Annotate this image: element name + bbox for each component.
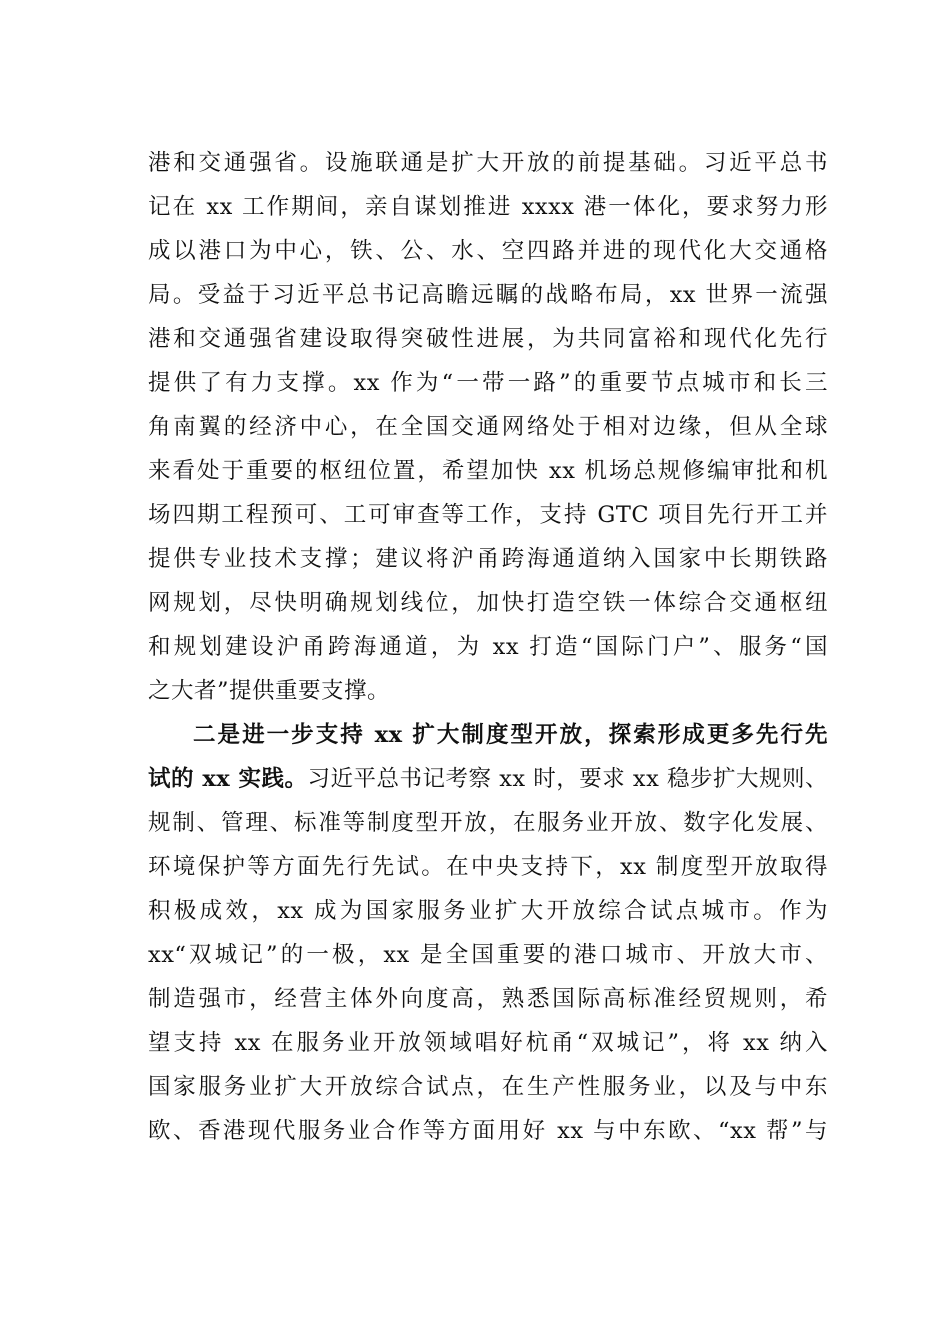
paragraph-2-line: 制造强市，经营主体外向度高，熟悉国际高标准经贸规则，希 — [148, 986, 828, 1012]
paragraph-2-line: 规制、管理、标准等制度型开放，在服务业开放、数字化发展、 — [148, 810, 828, 836]
paragraph-2-line: 环境保护等方面先行先试。在中央支持下，xx 制度型开放取得 — [148, 854, 828, 880]
paragraph-2-line: 欧、香港现代服务业合作等方面用好 xx 与中东欧、“xx 帮”与 — [148, 1118, 828, 1144]
paragraph-1-line: 港和交通强省。设施联通是扩大开放的前提基础。习近平总书 — [148, 150, 828, 176]
paragraph-1-line: 网规划，尽快明确规划线位，加快打造空铁一体综合交通枢纽 — [148, 590, 828, 616]
paragraph-1-line: 提供了有力支撑。xx 作为“一带一路”的重要节点城市和长三 — [148, 370, 828, 396]
paragraph-1-line: 和规划建设沪甬跨海通道，为 xx 打造“国际门户”、服务“国 — [148, 634, 828, 660]
paragraph-2-line: 望支持 xx 在服务业开放领域唱好杭甬“双城记”，将 xx 纳入 — [148, 1030, 828, 1056]
paragraph-2-line-text: 习近平总书记考察 xx 时，要求 xx 稳步扩大规则、 — [307, 766, 828, 792]
paragraph-1-line: 成以港口为中心，铁、公、水、空四路并进的现代化大交通格 — [148, 238, 828, 264]
paragraph-2-line: 积极成效，xx 成为国家服务业扩大开放综合试点城市。作为 — [148, 898, 828, 924]
paragraph-1-line: 之大者”提供重要支撑。 — [148, 678, 391, 704]
paragraph-1-line: 角南翼的经济中心，在全国交通网络处于相对边缘，但从全球 — [148, 414, 828, 440]
paragraph-1-line: 港和交通强省建设取得突破性进展，为共同富裕和现代化先行 — [148, 326, 828, 352]
paragraph-2 — [148, 713, 828, 1153]
paragraph-2-heading-end: 试的 xx 实践。 — [148, 766, 308, 792]
paragraph-1 — [148, 141, 828, 713]
paragraph-1-line: 局。受益于习近平总书记高瞻远瞩的战略布局，xx 世界一流强 — [148, 282, 828, 308]
paragraph-1-line: 记在 xx 工作期间，亲自谋划推进 xxxx 港一体化，要求努力形 — [148, 194, 828, 220]
paragraph-1-line: 来看处于重要的枢纽位置，希望加快 xx 机场总规修编审批和机 — [148, 458, 828, 484]
paragraph-2-heading: 二是进一步支持 xx 扩大制度型开放，探索形成更多先行先 — [193, 722, 828, 748]
paragraph-2-line: 国家服务业扩大开放综合试点，在生产性服务业，以及与中东 — [148, 1074, 828, 1100]
paragraph-2-line — [148, 757, 828, 801]
paragraph-1-line: 场四期工程预可、工可审查等工作，支持 GTC 项目先行开工并 — [148, 502, 828, 528]
document-body — [148, 141, 828, 1153]
paragraph-2-line: xx“双城记”的一极，xx 是全国重要的港口城市、开放大市、 — [148, 942, 828, 968]
paragraph-1-line: 提供专业技术支撑；建议将沪甬跨海通道纳入国家中长期铁路 — [148, 546, 828, 572]
